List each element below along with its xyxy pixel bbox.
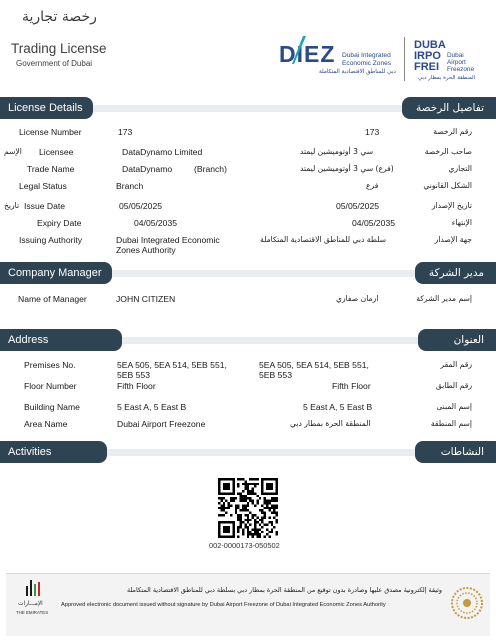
- manager-name-value-ar: ارمان صفاري: [336, 294, 379, 303]
- license-number-label: License Number: [19, 127, 82, 137]
- premises-label-ar: رقم المقر: [440, 360, 472, 369]
- uae-logo-text-ar: الإمـــارات: [18, 601, 43, 607]
- issue-date-label-ar-left: تاريخ: [4, 201, 20, 210]
- legal-status-label-ar: الشكل القانوني: [423, 181, 472, 190]
- trade-name-branch: (Branch): [194, 164, 227, 174]
- title-arabic: رخصة تجارية: [22, 9, 97, 25]
- uae-emirates-logo-icon: [20, 578, 46, 600]
- section-title-activities-ar: النشاطات: [415, 441, 496, 463]
- trade-name-label: Trade Name: [27, 164, 75, 174]
- section-title-license-ar: تفاصيل الرخصة: [402, 97, 496, 119]
- floor-value: Fifth Floor: [117, 381, 156, 391]
- premises-value: 5EA 505, 5EA 514, 5EB 551, 5EB 553: [117, 360, 227, 380]
- issue-date-value: 05/05/2025: [119, 201, 163, 211]
- dubai-seal-icon: [450, 586, 484, 620]
- building-label: Building Name: [24, 402, 80, 412]
- licensee-value-ar: سي 3 أوتوميشين ليمتد: [300, 147, 374, 156]
- issuing-authority-label: Issuing Authority: [19, 235, 83, 245]
- diez-logo-text: DIEZ: [279, 41, 336, 67]
- qr-code-number: 002-0000173-050502: [209, 541, 280, 550]
- expiry-date-value: 04/05/2035: [134, 218, 178, 228]
- issue-date-label-ar: تاريخ الإصدار: [431, 201, 472, 210]
- uae-logo-text-en: THE EMIRATES: [16, 610, 49, 615]
- section-title-manager-ar: مدير الشركة: [415, 262, 496, 284]
- building-value-right: 5 East A, 5 East B: [303, 402, 373, 412]
- section-title-activities: Activities: [0, 441, 107, 463]
- manager-name-label: Name of Manager: [18, 294, 87, 304]
- licensee-value: DataDynamo Limited: [122, 147, 203, 157]
- qr-code[interactable]: [218, 478, 278, 538]
- legal-status-value-ar: فرع: [366, 181, 379, 190]
- license-number-value: 173: [118, 127, 133, 137]
- section-title-address: Address: [0, 329, 122, 351]
- header-divider: [404, 37, 405, 81]
- dafz-logo-line1: DUBA: [414, 39, 446, 51]
- title-english: Trading License: [11, 41, 107, 56]
- license-number-label-ar: رقم الرخصة: [433, 127, 472, 136]
- issuing-authority-value: Dubai Integrated Economic Zones Authority: [116, 235, 220, 255]
- trade-name-label-ar: التجاري: [448, 164, 472, 173]
- issue-date-label: Issue Date: [24, 201, 66, 211]
- area-label-ar: إسم المنطقة: [430, 419, 472, 428]
- legal-status-value: Branch: [116, 181, 144, 191]
- manager-name-value: JOHN CITIZEN: [116, 294, 176, 304]
- dafz-name-ar: المنطقة الحرة بمطار دبي: [418, 75, 476, 81]
- section-bar-manager: [0, 262, 496, 284]
- premises-value-right: 5EA 505, 5EA 514, 5EB 551, 5EB 553: [259, 360, 369, 380]
- premises-label: Premises No.: [24, 360, 76, 370]
- licensee-label: Licensee: [39, 147, 74, 157]
- building-value: 5 East A, 5 East B: [117, 402, 187, 412]
- floor-value-right: Fifth Floor: [332, 381, 371, 391]
- diez-name-line1: Dubai Integrated: [342, 52, 391, 59]
- area-value: Dubai Airport Freezone: [117, 419, 206, 429]
- section-title-address-ar: العنوان: [418, 329, 496, 351]
- manager-name-label-ar: إسم مدير الشركة: [416, 294, 472, 303]
- diez-accent-icon: [292, 34, 308, 66]
- expiry-date-label: Expiry Date: [37, 218, 82, 228]
- section-title-license: License Details: [0, 97, 93, 119]
- issuer-name: Government of Dubai: [16, 59, 93, 68]
- diez-logo: [279, 38, 409, 82]
- area-value-ar: المنطقة الحرة بمطار دبي: [290, 419, 371, 428]
- issue-date-value-ar: 05/05/2025: [336, 201, 380, 211]
- area-label: Area Name: [24, 419, 68, 429]
- licensee-label-ar-left: الإسم: [4, 147, 22, 156]
- issuing-authority-label-ar: جهة الإصدار: [434, 235, 472, 244]
- legal-status-label: Legal Status: [19, 181, 67, 191]
- dafz-name-line1: Dubai: [447, 52, 464, 59]
- footer-text-ar: وثيقة إلكترونية مصدق عليها وصادرة بدون توقيع من المنطقة الحرة بمطار دبي بسلطة دبي للمناطق الاقتصادية المتكاملة: [127, 586, 442, 594]
- footer: [6, 573, 490, 636]
- expiry-date-value-ar: 04/05/2035: [352, 218, 396, 228]
- building-label-ar: إسم المبنى: [436, 402, 472, 411]
- expiry-date-label-ar: الإنتهاء: [451, 218, 472, 227]
- section-bar-license: [0, 97, 496, 119]
- trade-name-value: DataDynamo: [122, 164, 173, 174]
- dafz-logo: [414, 40, 494, 86]
- floor-label: Floor Number: [24, 381, 77, 391]
- diez-name-ar: دبي للمناطق الاقتصادية المتكاملة: [319, 69, 396, 75]
- dafz-name-line2: Airport: [447, 59, 466, 66]
- section-bar-activities: [0, 441, 496, 463]
- dafz-name-line3: Freezone: [447, 66, 474, 73]
- floor-label-ar: رقم الطابق: [435, 381, 472, 390]
- footer-text-en: Approved electronic document issued without signature by Dubai Airport Freezone of Dubai Integrated Economic Zones Authority: [61, 602, 386, 608]
- diez-name-line2: Economic Zones: [342, 60, 392, 67]
- dafz-logo-line2: IRPO: [414, 50, 441, 62]
- section-bar-address: [0, 329, 496, 351]
- license-number-value-ar: 173: [365, 127, 380, 137]
- trade-name-value-ar: (فرع) سي 3 أوتوميشين ليمتد: [300, 164, 394, 173]
- dafz-logo-line3: FREI: [414, 61, 440, 73]
- section-title-manager: Company Manager: [0, 262, 112, 284]
- issuing-authority-value-ar: سلطة دبي للمناطق الاقتصادية المتكاملة: [260, 235, 386, 244]
- licensee-label-ar: صاحب الرخصة: [424, 147, 472, 156]
